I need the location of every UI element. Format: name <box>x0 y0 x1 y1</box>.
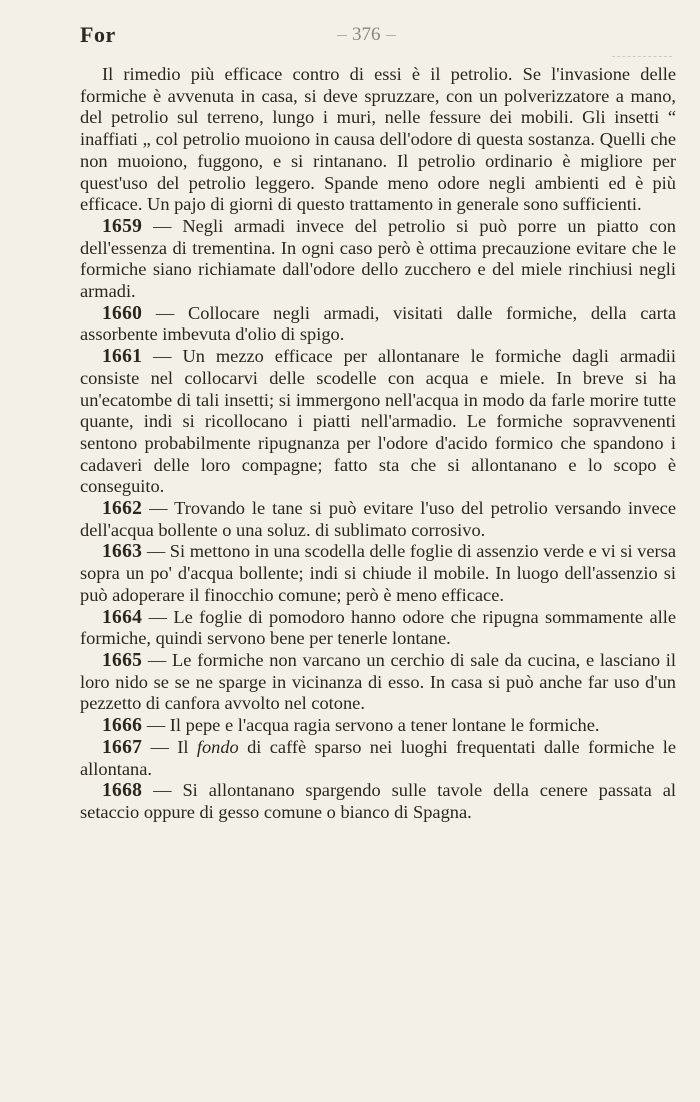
entry-text: — Si allontanano spargendo sulle tavole della cenere passata al setaccio oppure di gesso comune o bianco di Spagna. <box>80 780 676 822</box>
entry-text: — Collocare negli armadi, visitati dalle formiche, della carta assorbente imbevuta d'olio di spigo. <box>80 302 676 345</box>
entry-number: 1666 <box>102 715 143 737</box>
entry-1666 <box>80 715 676 737</box>
entry-number: 1667 <box>102 736 143 758</box>
entry-text: — Si mettono in una scodella delle foglie di assenzio verde e vi si versa sopra un po' d'acqua bollente; indi si chiude il mobile. In luogo dell'assenzio si può adoperare il finocchio comune; però è meno efficace. <box>80 541 676 605</box>
entry-text: — Le formiche non varcano un cerchio di sale da cucina, e lasciano il loro nido se se ne sparge in vicinanza di esso. In casa si può anche far uso d'un pezzetto di canfora avvolto nel cotone. <box>80 649 676 714</box>
entry-1667 <box>80 737 676 780</box>
entry-number: 1664 <box>102 606 143 628</box>
page-header <box>80 22 678 52</box>
entry-1665 <box>80 650 676 715</box>
entry-1659 <box>80 216 676 303</box>
entry-1663 <box>80 541 676 606</box>
entry-number: 1660 <box>102 302 143 324</box>
header-rule <box>612 56 672 57</box>
running-head: For <box>80 22 116 47</box>
entry-1668 <box>80 780 676 823</box>
entry-1662 <box>80 498 676 541</box>
entry-number: 1668 <box>102 780 143 802</box>
entry-1661 <box>80 346 676 498</box>
entry-text-after: di caffè sparso nei luoghi frequentati dalle formiche le allontana. <box>80 736 676 779</box>
entry-1660 <box>80 303 676 346</box>
entry-1664 <box>80 607 676 650</box>
entry-number: 1659 <box>102 215 143 237</box>
entry-number: 1661 <box>102 346 143 368</box>
entry-number: 1663 <box>102 541 143 563</box>
entry-text: — Il pepe e l'acqua ragia servono a tener lontane le formiche. <box>146 715 600 736</box>
entry-text: — Trovando le tane si può evitare l'uso del petrolio versando invece dell'acqua bollente o una soluz. di sublimato corrosivo. <box>80 498 677 540</box>
entry-text-italic: fondo <box>196 736 239 757</box>
entry-text: — Le foglie di pomodoro hanno odore che ripugna sommamente alle formiche, quindi servono bene per tenerle lontane. <box>80 606 676 649</box>
entry-text: — Un mezzo efficace per allontanare le formiche dagli armadii consiste nel collocarvi delle scodelle con acqua e miele. In breve si ha un'ecatombe di tali insetti; si immergono nell'acqua in modo da farle morire tutte quante, indi si ricollocano i piatti nell'armadio. Le formiche sopravvenenti sentono probabilmente ripugnanza per l'odore d'acido formico che spandono i cadaveri delle loro compagne; fatto sta che si allontanano e lo scopo è conseguito. <box>80 346 676 497</box>
entry-text-before: — Il <box>150 736 189 757</box>
entry-number: 1665 <box>102 649 143 671</box>
page-number: 376 <box>332 24 401 46</box>
intro-paragraph: Il rimedio più efficace contro di essi è il petrolio. Se l'invasione delle formiche è avvenuta in casa, si deve spruzzare, con un polverizzatore a mano, del petrolio sul terreno, lungo i muri, nelle fessure dei mobili. Gli insetti “ inaffiati „ col petrolio muoiono in causa dell'odore di questa sostanza. Quelli che non muoiono, fuggono, e si rintanano. Il petrolio ordinario è migliore per quest'uso del petrolio leggero. Spande meno odore negli ambienti ed è più efficace. Un pajo di giorni di questo trattamento in generale sono sufficienti. <box>80 64 676 215</box>
body-text <box>80 64 676 824</box>
entry-text: — Negli armadi invece del petrolio si può porre un piatto con dell'essenza di trementina. In ogni caso però è ottima precauzione evitare che le formiche siano richiamate dall'odore dello zucchero e del miele rinchiusi negli armadi. <box>80 215 676 302</box>
entry-number: 1662 <box>102 498 143 520</box>
